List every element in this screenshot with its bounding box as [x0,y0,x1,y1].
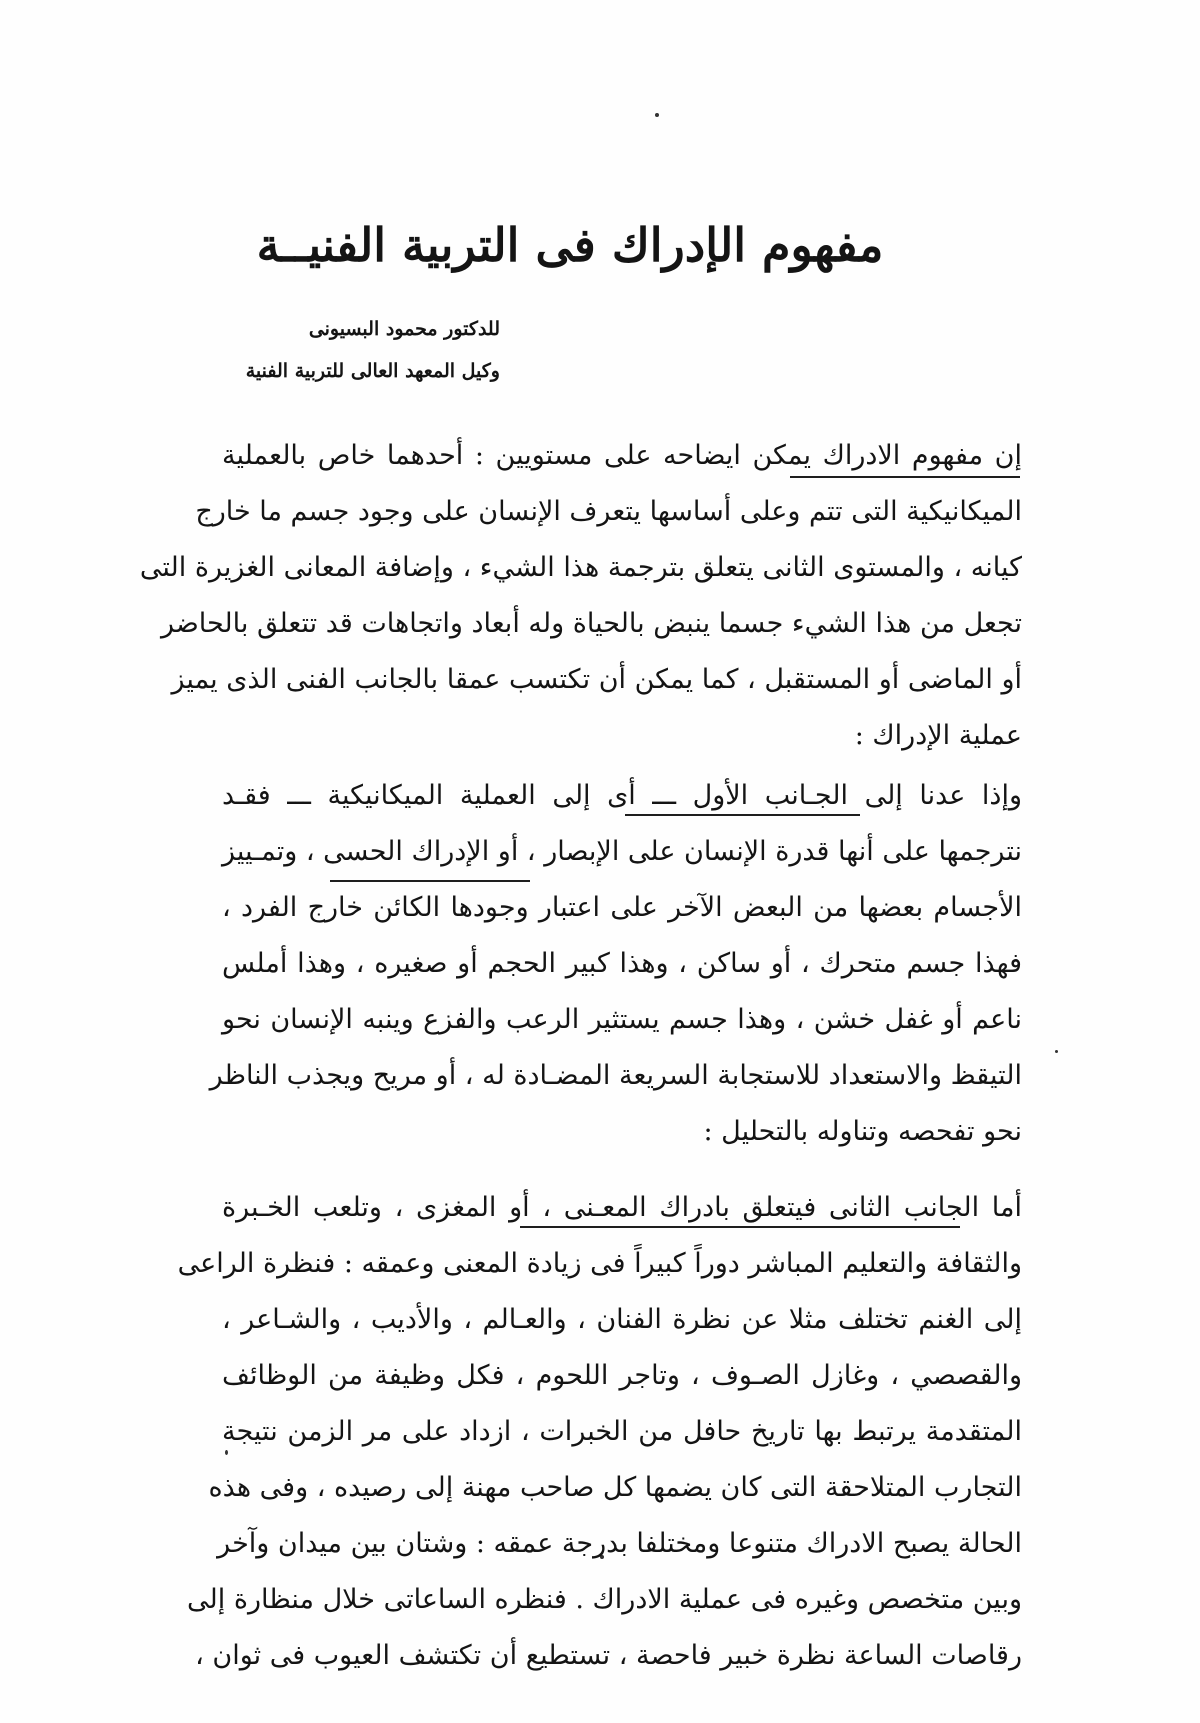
text-line: إلى الغنم تختلف مثلا عن نظرة الفنان ، والعـالم ، والأديب ، والشـاعر ، [222,1304,1022,1335]
scan-speck [1055,1050,1058,1053]
text-line: نحو تفحصه وتناوله بالتحليل : [703,1116,1022,1147]
text-line: وبين متخصص وغيره فى عملية الادراك . فنظره الساعاتى خلال منظارة إلى [187,1584,1022,1615]
author-position: وكيل المعهد العالى للتربية الفنية [245,360,500,382]
article-title: مفهوم الإدراك فى التربية الفنيــة [256,218,884,272]
text-line: ناعم أو غفل خشن ، وهذا جسم يستثير الرعب والفزع وينبه الإنسان نحو [222,1004,1022,1035]
underline-mark [625,814,860,816]
author-name: للدكتور محمود البسيونى [308,318,500,340]
text-line: والقصصي ، وغازل الصـوف ، وتاجر اللحوم ، فكل وظيفة من الوظائف [222,1360,1022,1391]
text-line: وإذا عدنا إلى الجـانب الأول ـــ أى إلى العملية الميكانيكية ـــ فقـد [222,780,1022,811]
text-line: المتقدمة يرتبط بها تاريخ حافل من الخبرات ، ازداد على مر الزمن نتيجة [222,1416,1022,1447]
text-line: الحالة يصبح الادراك متنوعا ومختلفا بدرجة عمقه : وشتان بين ميدان وآخر [217,1528,1022,1559]
paragraph-3 [177,1180,1022,1684]
text-line: الأجسام بعضها من البعض الآخر على اعتبار وجودها الكائن خارج الفرد ، [222,892,1022,923]
text-line: إن مفهوم الادراك يمكن ايضاحه على مستويين : أحدهما خاص بالعملية [222,440,1022,471]
paragraph-1 [139,428,1022,764]
text-line: أما الجانب الثانى فيتعلق بادراك المعـنى ، أو المغزى ، وتلعب الخـبرة [222,1192,1022,1223]
scan-speck [655,113,659,117]
text-line: التيقظ والاستعداد للاستجابة السريعة المضـادة له ، أو مريح ويجذب الناظر [209,1060,1022,1091]
underline-mark [330,880,530,882]
text-line: أو الماضى أو المستقبل ، كما يمكن أن تكتسب عمقا بالجانب الفنى الذى يميز [171,664,1022,695]
underline-mark [520,1226,960,1228]
text-line: رقاصات الساعة نظرة خبير فاحصة ، تستطيع أن تكتشف العيوب فى ثوان ، [195,1640,1022,1671]
text-line: نترجمها على أنها قدرة الإنسان على الإبصار ، أو الإدراك الحسى ، وتمـييز [222,836,1022,867]
text-line: الميكانيكية التى تتم وعلى أساسها يتعرف الإنسان على وجود جسم ما خارج [195,496,1022,527]
underline-mark [790,476,1020,478]
text-line: التجارب المتلاحقة التى كان يضمها كل صاحب مهنة إلى رصيده ، وفى هذه [208,1472,1022,1503]
text-line: فهذا جسم متحرك ، أو ساكن ، وهذا كبير الحجم أو صغيره ، وهذا أملس [222,948,1022,979]
paragraph-2 [209,768,1022,1160]
text-line: عملية الإدراك : [854,720,1022,751]
text-line: تجعل من هذا الشيء جسما ينبض بالحياة وله أبعاد واتجاهات قد تتعلق بالحاضر [160,608,1022,639]
text-line: كيانه ، والمستوى الثانى يتعلق بترجمة هذا الشيء ، وإضافة المعانى الغزيرة التى [139,552,1022,583]
text-line: والثقافة والتعليم المباشر دوراً كبيراً فى زيادة المعنى وعمقه : فنظرة الراعى [177,1248,1022,1279]
